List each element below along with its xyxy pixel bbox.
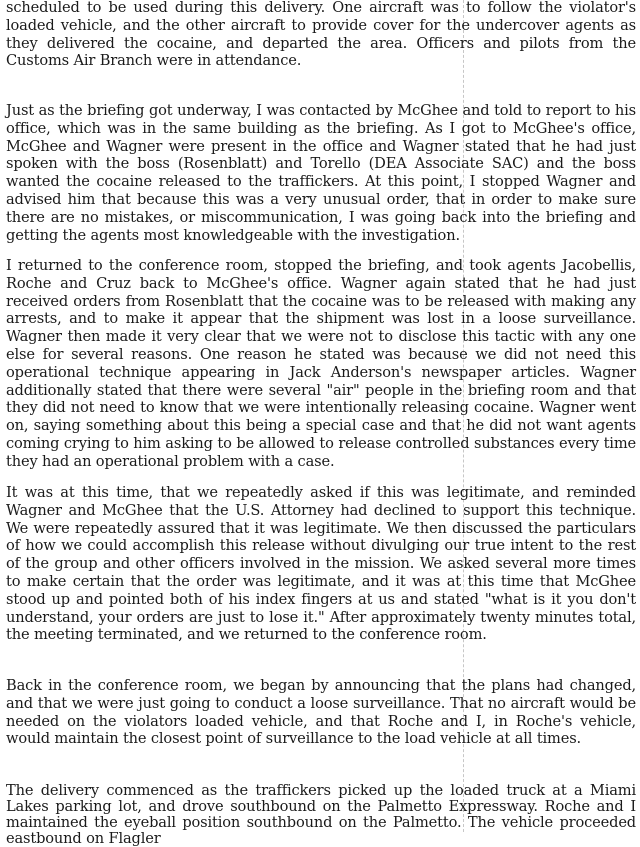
paragraph-briefing-interruption: Just as the briefing got underway, I was contacted by McGhee and told to report to his office, which was in the same building as the briefing. As I got to McGhee's office, McGhee and Wagner were present in the office and Wagner stated that he had just spoken with the boss (Rosenblatt) and Torello (DEA Associate SAC) and the boss wanted the cocaine released to the traffickers. At this point, I stopped Wagner and advised him that because this was a very unusual order, that in order to make sure there are no mistakes, or miscommunication, I was going back into the briefing and getting the agents most knowledgeable with the investigation. — [6, 102, 636, 244]
paragraph-legitimacy-questions: It was at this time, that we repeatedly asked if this was legitimate, and reminded Wagner and McGhee that the U.S. Attorney had declined to support this technique. We were repeatedly assured that it was legitimate. We then discussed the particulars of how we could accomplish this release without divulging our true intent to the rest of the group and other officers involved in the mission. We asked several more times to make certain that the order was legitimate, and it was at this time that McGhee stood up and pointed both of his index fingers at us and stated "what is it you don't understand, your orders are just to lose it." After approximately twenty minutes total, the meeting terminated, and we returned to the conference room. — [6, 484, 636, 644]
paragraph-delivery: The delivery commenced as the traffickers picked up the loaded truck at a Miami Lakes parking lot, and drove southbound on the Palmetto Expressway. Roche and I maintained the eyeball position southbound on the Palmetto. The vehicle proceeded eastbound on Flagler — [6, 782, 636, 847]
paragraph-aircraft-schedule: scheduled to be used during this delivery. One aircraft was to follow the violator's loaded vehicle, and the other aircraft to provide cover for the undercover agents as they delivered the cocaine, and departed the area. Officers and pilots from the Customs Air Branch were in attendance. — [6, 0, 636, 70]
paragraph-loose-surveillance: Back in the conference room, we began by announcing that the plans had changed, and that we were just going to conduct a loose surveillance. That no aircraft would be needed on the violators loaded vehicle, and that Roche and I, in Roche's vehicle, would maintain the closest point of surveillance to the load vehicle at all times. — [6, 677, 636, 748]
paragraph-release-orders: I returned to the conference room, stopped the briefing, and took agents Jacobellis, Roche and Cruz back to McGhee's office. Wagner again stated that he had just received orders from Rosenblatt that the cocaine was to be released with making any arrests, and to make it appear that the shipment was lost in a loose surveillance. Wagner then made it very clear that we were not to disclose this tactic with any one else for several reasons. One reason he stated was because we did not need this operational technique appearing in Jack Anderson's newspaper articles. Wagner additionally stated that there were several "air" people in the briefing room and that they did not need to know that we were intentionally releasing cocaine. Wagner went on, saying something about this being a special case and that he did not want agents coming crying to him asking to be allowed to release controlled substances every time they had an operational problem with a case. — [6, 257, 636, 470]
